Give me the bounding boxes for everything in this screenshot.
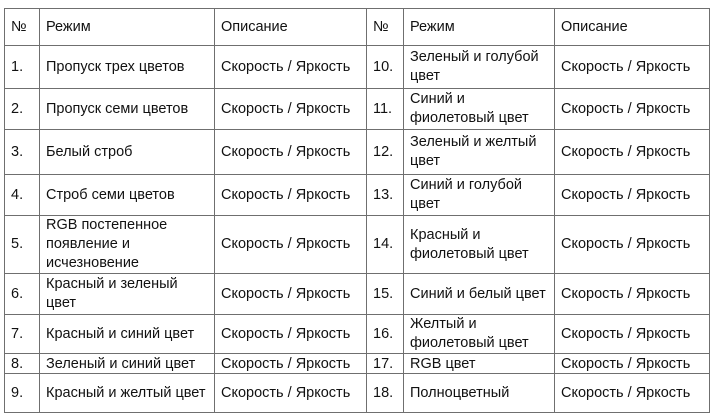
cell-mode: Красный и желтый цвет — [40, 374, 215, 413]
cell-description-2: Скорость / Яркость — [555, 46, 710, 89]
header-description: Описание — [215, 9, 367, 46]
table-row — [5, 274, 710, 315]
cell-mode-2: Синий и белый цвет — [404, 274, 555, 315]
cell-mode-2: Зеленый и желтый цвет — [404, 130, 555, 175]
cell-description: Скорость / Яркость — [215, 175, 367, 216]
cell-mode-2: Зеленый и голубой цвет — [404, 46, 555, 89]
cell-mode: Пропуск семи цветов — [40, 89, 215, 130]
cell-mode: RGB постепенное появление и исчезновение — [40, 216, 215, 274]
cell-description-2: Скорость / Яркость — [555, 274, 710, 315]
cell-mode: Строб семи цветов — [40, 175, 215, 216]
cell-description: Скорость / Яркость — [215, 274, 367, 315]
cell-mode: Красный и синий цвет — [40, 315, 215, 354]
cell-description: Скорость / Яркость — [215, 89, 367, 130]
cell-number: 6. — [5, 274, 40, 315]
cell-mode: Белый строб — [40, 130, 215, 175]
cell-number: 8. — [5, 354, 40, 374]
cell-mode-2: Красный и фиолетовый цвет — [404, 216, 555, 274]
cell-description: Скорость / Яркость — [215, 374, 367, 413]
cell-number-2: 17. — [367, 354, 404, 374]
cell-number: 3. — [5, 130, 40, 175]
cell-number: 2. — [5, 89, 40, 130]
cell-mode-2: Полноцветный — [404, 374, 555, 413]
cell-mode-2: RGB цвет — [404, 354, 555, 374]
table-header-row — [5, 9, 710, 46]
table-row — [5, 175, 710, 216]
table-row — [5, 130, 710, 175]
cell-description-2: Скорость / Яркость — [555, 354, 710, 374]
cell-description-2: Скорость / Яркость — [555, 89, 710, 130]
cell-description-2: Скорость / Яркость — [555, 374, 710, 413]
cell-description-2: Скорость / Яркость — [555, 216, 710, 274]
cell-mode: Пропуск трех цветов — [40, 46, 215, 89]
table-row — [5, 216, 710, 274]
table-row — [5, 354, 710, 374]
cell-mode-2: Синий и голубой цвет — [404, 175, 555, 216]
cell-mode-2: Желтый и фиолетовый цвет — [404, 315, 555, 354]
cell-number-2: 16. — [367, 315, 404, 354]
header-mode-2: Режим — [404, 9, 555, 46]
cell-number: 1. — [5, 46, 40, 89]
cell-description: Скорость / Яркость — [215, 315, 367, 354]
cell-mode-2: Синий и фиолетовый цвет — [404, 89, 555, 130]
cell-number-2: 18. — [367, 374, 404, 413]
cell-mode: Красный и зеленый цвет — [40, 274, 215, 315]
cell-description-2: Скорость / Яркость — [555, 315, 710, 354]
table-row — [5, 89, 710, 130]
cell-number: 7. — [5, 315, 40, 354]
cell-number: 4. — [5, 175, 40, 216]
header-description-2: Описание — [555, 9, 710, 46]
cell-description: Скорость / Яркость — [215, 46, 367, 89]
cell-description: Скорость / Яркость — [215, 130, 367, 175]
header-number-2: № — [367, 9, 404, 46]
cell-number-2: 15. — [367, 274, 404, 315]
cell-description: Скорость / Яркость — [215, 216, 367, 274]
cell-number-2: 14. — [367, 216, 404, 274]
cell-description: Скорость / Яркость — [215, 354, 367, 374]
cell-number: 9. — [5, 374, 40, 413]
cell-number-2: 11. — [367, 89, 404, 130]
table-row — [5, 374, 710, 413]
cell-number-2: 13. — [367, 175, 404, 216]
table-row — [5, 46, 710, 89]
header-number: № — [5, 9, 40, 46]
cell-description-2: Скорость / Яркость — [555, 130, 710, 175]
cell-number: 5. — [5, 216, 40, 274]
cell-number-2: 12. — [367, 130, 404, 175]
table-row — [5, 315, 710, 354]
cell-number-2: 10. — [367, 46, 404, 89]
modes-table — [4, 8, 710, 413]
header-mode: Режим — [40, 9, 215, 46]
cell-mode: Зеленый и синий цвет — [40, 354, 215, 374]
cell-description-2: Скорость / Яркость — [555, 175, 710, 216]
